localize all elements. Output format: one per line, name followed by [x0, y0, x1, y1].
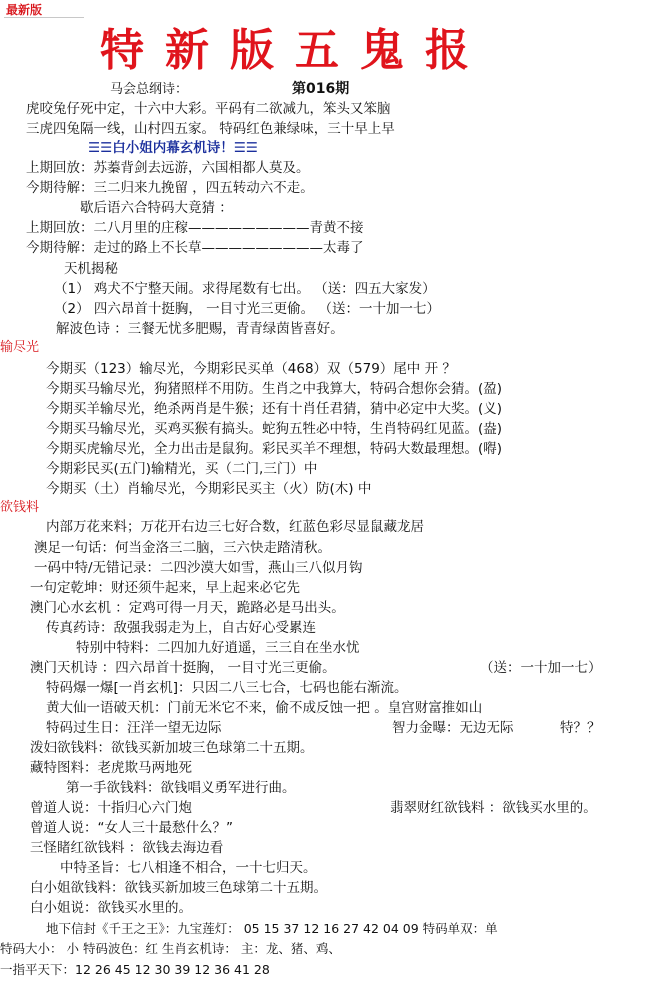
te-question: 特？？	[560, 720, 601, 736]
money-line: 第一手欲钱料：欲钱唱义勇军进行曲。	[66, 780, 296, 796]
money-line: 白小姐说：欲钱买水里的。	[30, 900, 192, 916]
money-line: 白小姐欲钱料：欲钱买新加坡三色球第二十五期。	[30, 880, 327, 896]
lose-line: 今期买（土）肖输尽光，今期彩民买主（火）防(木) 中	[46, 481, 372, 497]
page-title: 特新版五鬼报	[100, 25, 490, 76]
money-line: 澳足一句话：何当金洛三二脑，三六快走踏清秋。	[34, 540, 331, 556]
tianji-item: （1） 鸡犬不宁整天闹。求得尾数有七出。 （送：四五大家发）	[54, 281, 436, 297]
money-line: 一指平天下：12 26 45 12 30 39 12 36 41 28	[0, 962, 270, 977]
last-review: 上期回放：二八月里的庄稼—————————青黄不接	[26, 220, 364, 236]
version-badge: 最新版	[6, 3, 43, 17]
last-review: 上期回放：苏蓁背剑去远游，六国相都人莫及。	[26, 160, 310, 176]
send-note: （送：一十加一七）	[480, 660, 602, 676]
lose-line: 今期买马输尽光，买鸡买猴有搞头。蛇狗五牲必中特，生肖特码红见蓝。(盎)	[46, 421, 503, 437]
money-line: 一码中特/无错记录：二四沙漠大如雪，燕山三八似月钩	[34, 560, 363, 576]
feicui-line: 翡翠财红欲钱料 ：欲钱买水里的。	[390, 800, 597, 816]
poem-line: 虎咬兔仔死中定，十六中大彩。平码有二欲减九，笨头又笨脑	[26, 101, 391, 117]
lose-line: 今期买羊输尽光，绝杀两肖是牛猴；还有十肖任君猜，猜中必定中大奖。(义)	[46, 401, 503, 417]
section-label-money: 欲钱料	[0, 500, 40, 515]
money-line: 三怪睹红欲钱料 ：欲钱去海边看	[30, 840, 224, 856]
money-line: 曾道人说：“女人三十最愁什么？”	[30, 820, 233, 836]
money-line: 内部万花来料；万花开右边三七好合数，红蓝色彩尽显鼠藏龙居	[46, 519, 424, 535]
money-line: 澳门天机诗 ：四六昂首十挺胸， 一目寸光三更偷。	[30, 660, 336, 676]
money-line: 一句定乾坤：财还须牛起来，早上起来必它先	[30, 580, 300, 596]
bai-heading: ☰☰白小姐内幕玄机诗！☰☰	[88, 140, 258, 156]
tianji-item: （2） 四六昂首十挺胸， 一目寸光三更偷。 （送：一十加一七）	[54, 301, 440, 317]
lose-line: 今期彩民买(五门)输精光，买（二门,三门）中	[46, 461, 318, 477]
lose-line: 今期买马输尽光，狗猪照样不用防。生肖之中我算大，特码合想你会猜。(盈)	[46, 381, 503, 397]
money-line: 黄大仙一语破天机：门前无米它不来，偷不成反蚀一把 。皇宫财富推如山	[46, 700, 483, 716]
money-line: 传真药诗：敌强我弱走为上，自古好心受累连	[46, 620, 316, 636]
poem-line: 三虎四兔隔一线，山村四五家。 特码红色兼绿味，三十早上早	[26, 121, 395, 137]
money-line: 曾道人说：十指归心六门炮	[30, 800, 192, 816]
poem-subtitle: 马会总纲诗：	[110, 82, 189, 97]
badge-underline	[4, 17, 84, 18]
xiehouyu-heading: 歇后语六合特码大竟猜 ：	[80, 200, 233, 216]
section-label-lose: 输尽光	[0, 340, 40, 355]
money-line: 泼妇欲钱料：欲钱买新加坡三色球第二十五期。	[30, 740, 314, 756]
issue-number: 第016期	[292, 81, 350, 97]
zhili-note: 智力金曝：无边无际	[392, 720, 514, 736]
money-line: 特码爆一爆[一肖玄机]：只因二八三七合，七码也能右渐流。	[46, 680, 408, 696]
waiting-solve: 今期待解：走过的路上不长草—————————太毒了	[26, 240, 364, 256]
money-line: 澳门心水玄机 ：定鸡可得一月天，跪路必是马出头。	[30, 600, 345, 616]
money-line: 特码大小： 小 特码波色：红 生肖玄机诗： 主：龙、猪、鸡、	[0, 941, 341, 956]
tianji-heading: 天机揭秘	[64, 261, 118, 277]
money-line: 特别中特料：二四加九好逍遥，三三自在坐水忧	[76, 640, 360, 656]
lose-line: 今期买虎输尽光，全力出击是鼠狗。彩民买羊不理想，特码大数最理想。(嘚)	[46, 441, 503, 457]
money-line: 中特圣旨：七八相逢不相合，一十七归天。	[60, 860, 317, 876]
money-line: 特码过生日：汪洋一望无边际	[46, 720, 222, 736]
solve-color-poem: 解波色诗 ：三餐无忧多肥赐，青青绿茵皆喜好。	[56, 321, 344, 337]
money-line: 藏特图料：老虎欺马两地死	[30, 760, 192, 776]
lose-line: 今期买（123）输尽光，今期彩民买单（468）双（579）尾中 开 ？	[46, 361, 456, 377]
money-line: 地下信封《千王之王》：九宝莲灯： 05 15 37 12 16 27 42 04 09 特码单双：单	[46, 921, 498, 936]
waiting-solve: 今期待解：三二归来九挽留 ，四五转动六不走。	[26, 180, 314, 196]
